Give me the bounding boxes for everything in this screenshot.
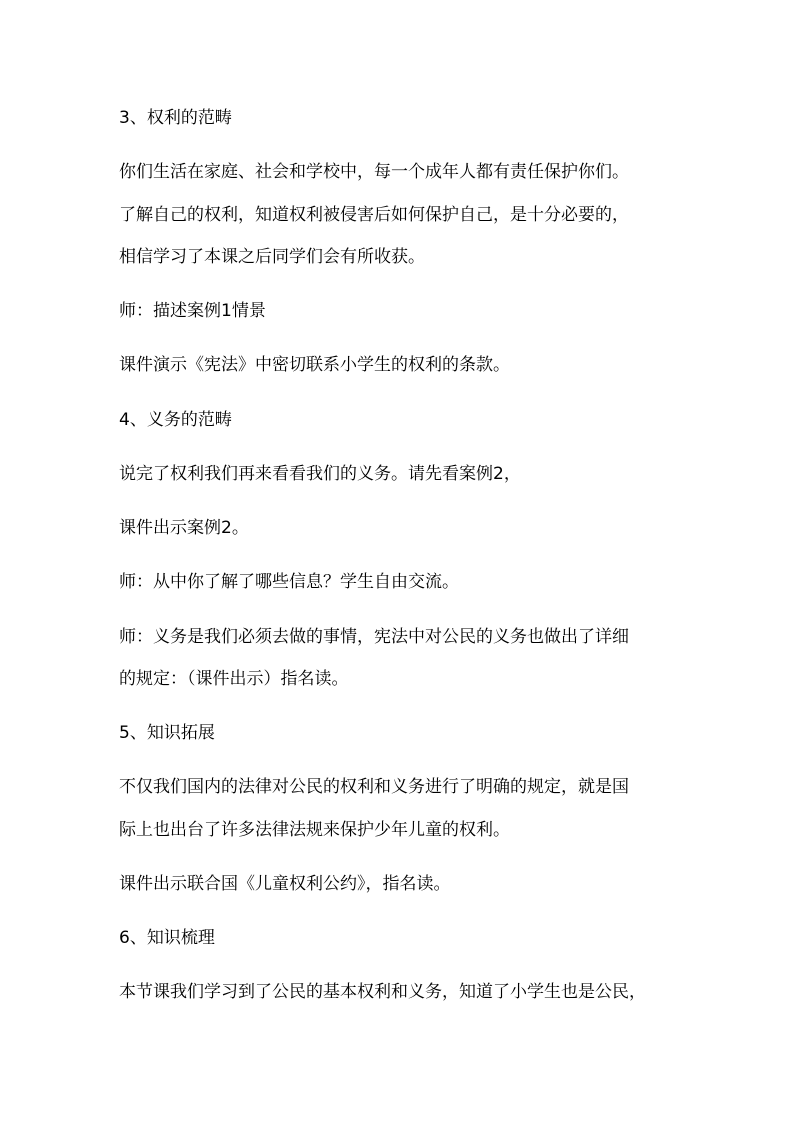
paragraph-line: 课件出示联合国《儿童权利公约》，指名读。 <box>119 874 451 894</box>
heading-knowledge-extension: 5、知识拓展 <box>119 723 215 743</box>
paragraph-line: 你们生活在家庭、社会和学校中，每一个成年人都有责任保护你们。 <box>119 162 629 182</box>
paragraph-line: 不仅我们国内的法律对公民的权利和义务进行了明确的规定，就是国 <box>119 777 629 797</box>
paragraph-line: 相信学习了本课之后同学们会有所收获。 <box>119 247 425 267</box>
paragraph-line: 际上也出台了许多法律法规来保护少年儿童的权利。 <box>119 820 510 840</box>
paragraph-line: 师：从中你了解了哪些信息？学生自由交流。 <box>119 572 459 592</box>
paragraph-line: 课件演示《宪法》中密切联系小学生的权利的条款。 <box>119 355 510 375</box>
heading-rights-scope: 3、权利的范畴 <box>119 108 232 128</box>
paragraph-line: 本节课我们学习到了公民的基本权利和义务，知道了小学生也是公民， <box>119 982 646 1002</box>
paragraph-line: 了解自己的权利，知道权利被侵害后如何保护自己，是十分必要的， <box>119 205 629 225</box>
paragraph-line: 师：描述案例1情景 <box>119 301 266 321</box>
heading-duties-scope: 4、义务的范畴 <box>119 410 232 430</box>
paragraph-line: 师：义务是我们必须去做的事情，宪法中对公民的义务也做出了详细 <box>119 627 629 647</box>
heading-knowledge-review: 6、知识梳理 <box>119 928 215 948</box>
paragraph-line: 的规定：（课件出示）指名读。 <box>119 669 349 689</box>
paragraph-line: 课件出示案例2。 <box>119 518 249 538</box>
paragraph-line: 说完了权利我们再来看看我们的义务。请先看案例2， <box>119 464 521 484</box>
